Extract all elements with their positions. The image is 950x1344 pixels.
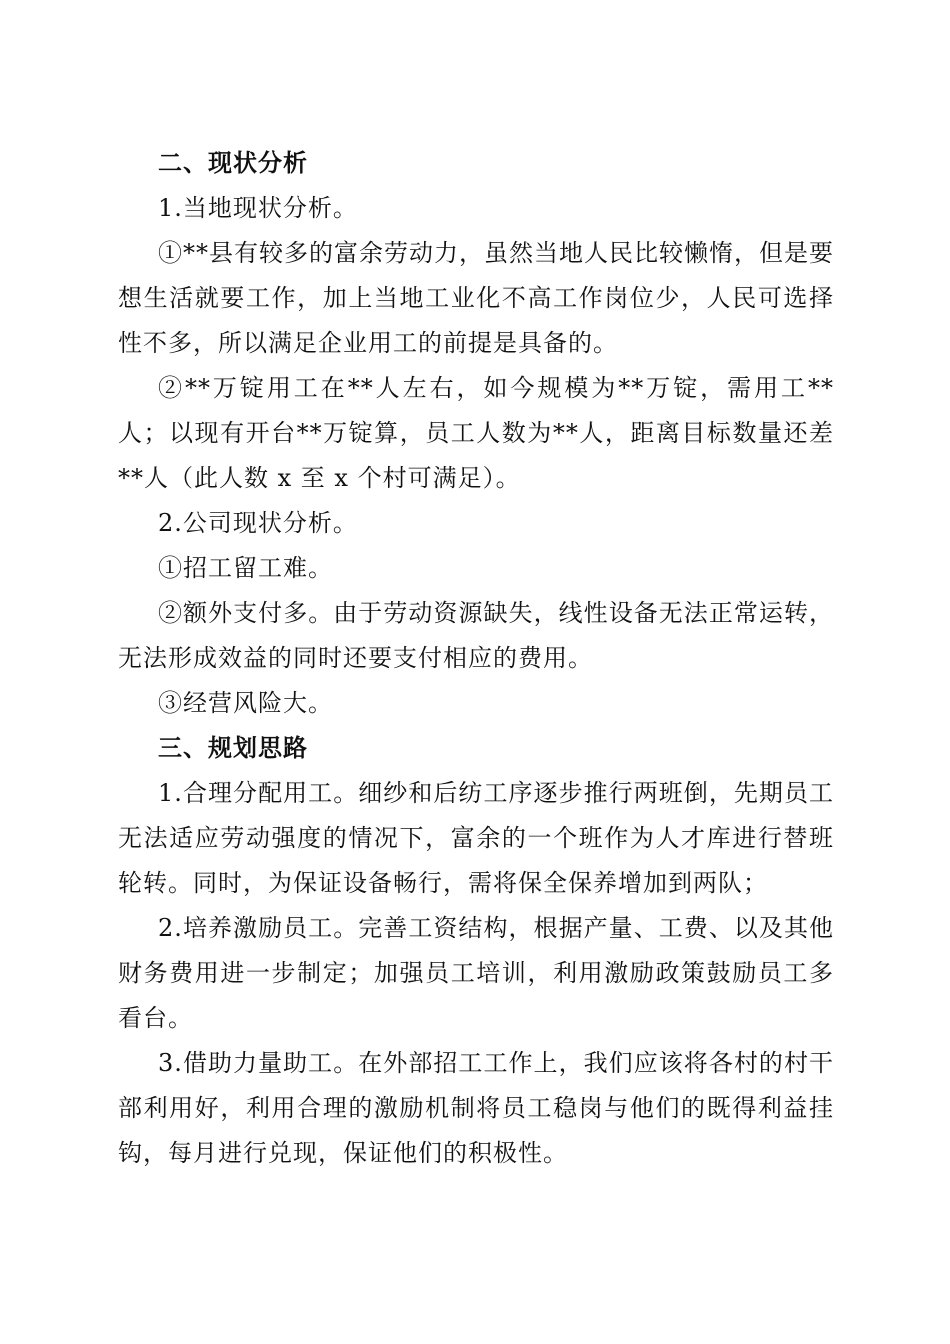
section-heading: 二、现状分析: [158, 149, 308, 177]
paragraph: ①**县有较多的富余劳动力，虽然当地人民比较懒惰，但是要想生活就要工作，加上当地工业化不高工作岗位少，人民可选择性不多，所以满足企业用工的前提是具备的。: [118, 239, 834, 357]
paragraph: 1.合理分配用工。细纱和后纺工序逐步推行两班倒，先期员工无法适应劳动强度的情况下，富余的一个班作为人才库进行替班轮转。同时，为保证设备畅行，需将保全保养增加到两队；: [118, 779, 834, 897]
paragraph: 2.公司现状分析。: [158, 509, 358, 537]
paragraph: 1.当地现状分析。: [158, 194, 358, 222]
section-status-analysis: [118, 141, 834, 726]
paragraph: ③经营风险大。: [158, 689, 333, 717]
paragraph: 3.借助力量助工。在外部招工工作上，我们应该将各村的村干部利用好，利用合理的激励机制将员工稳岗与他们的既得利益挂钩，每月进行兑现，保证他们的积极性。: [118, 1049, 834, 1167]
paragraph: 2.培养激励员工。完善工资结构，根据产量、工费、以及其他财务费用进一步制定；加强员工培训，利用激励政策鼓励员工多看台。: [118, 914, 834, 1032]
paragraph: ②额外支付多。由于劳动资源缺失，线性设备无法正常运转，无法形成效益的同时还要支付相应的费用。: [118, 599, 834, 672]
section-heading: 三、规划思路: [158, 734, 308, 762]
section-planning-ideas: [118, 726, 834, 1176]
document-body: [118, 141, 834, 1176]
paragraph: ①招工留工难。: [158, 554, 333, 582]
paragraph: ②**万锭用工在**人左右，如今规模为**万锭，需用工**人；以现有开台**万锭算，员工人数为**人，距离目标数量还差**人（此人数 x 至 x 个村可满足）。: [118, 374, 834, 492]
